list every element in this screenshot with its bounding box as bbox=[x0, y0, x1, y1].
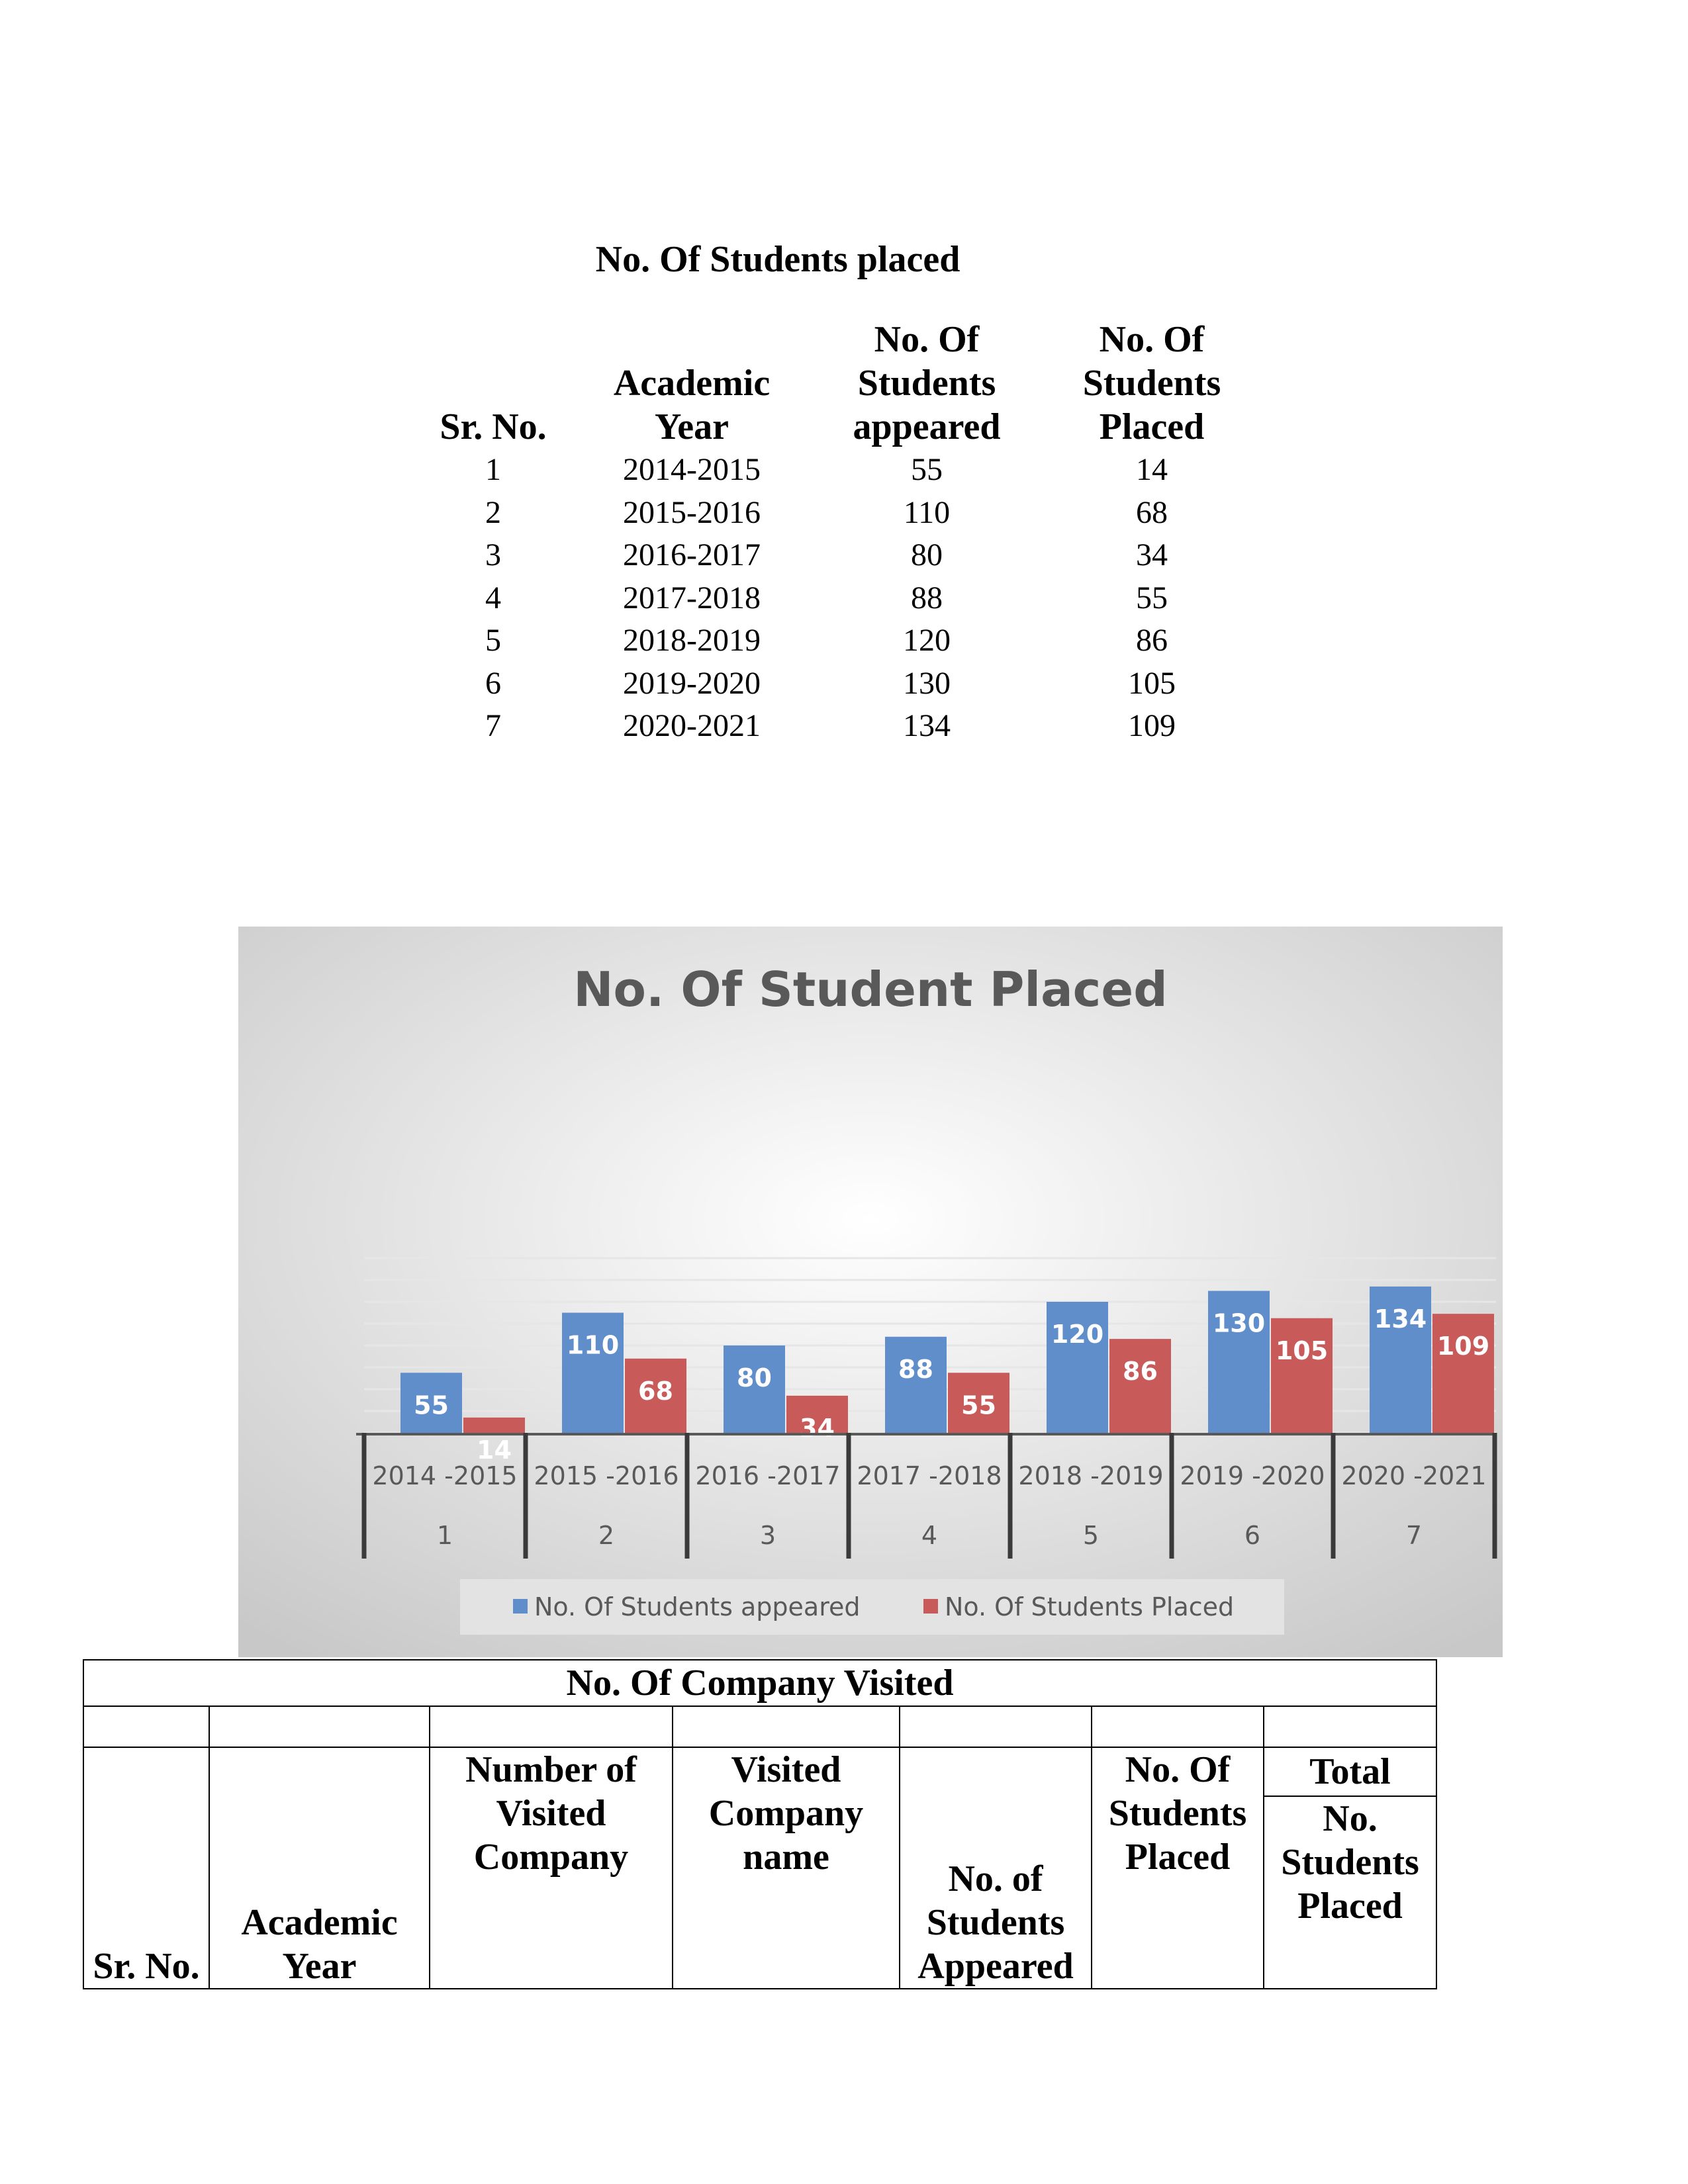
cell-students-appeared: 55 bbox=[911, 452, 943, 487]
company-table-blank-row bbox=[83, 1706, 1436, 1747]
cell-students-placed: 105 bbox=[1128, 665, 1176, 701]
placement-table-row bbox=[410, 619, 1258, 662]
placement-chart bbox=[238, 927, 1503, 1657]
placement-table-row bbox=[410, 705, 1258, 748]
placement-table bbox=[410, 318, 1258, 748]
company-header-sr-no bbox=[83, 1747, 209, 1989]
blank-cell bbox=[1092, 1706, 1264, 1747]
cell-sr-no: 4 bbox=[485, 580, 501, 615]
data-label-appeared: 55 bbox=[414, 1390, 449, 1420]
cell-academic-year: 2016-2017 bbox=[623, 537, 761, 572]
cell-academic-year: 2014-2015 bbox=[623, 452, 761, 487]
cell-academic-year: 2019-2020 bbox=[623, 665, 761, 701]
company-header-total-label: Total bbox=[1264, 1748, 1436, 1797]
cell-academic-year: 2015-2016 bbox=[623, 494, 761, 530]
legend-label: No. Of Students appeared bbox=[534, 1592, 861, 1621]
placement-table-row bbox=[410, 449, 1258, 492]
data-label-appeared: 134 bbox=[1374, 1304, 1427, 1334]
data-label-placed: 68 bbox=[638, 1376, 673, 1406]
blank-cell bbox=[430, 1706, 673, 1747]
placement-table-row bbox=[410, 662, 1258, 705]
company-header-total-sub: No. Students Placed bbox=[1281, 1798, 1419, 1927]
placement-table-row bbox=[410, 492, 1258, 535]
cell-students-appeared: 88 bbox=[911, 580, 943, 615]
company-table-title: No. Of Company Visited bbox=[83, 1660, 1436, 1706]
cell-students-placed: 109 bbox=[1128, 708, 1176, 743]
x-tick-label-year: 2019 -2020 bbox=[1180, 1461, 1325, 1490]
company-table bbox=[83, 1659, 1437, 1989]
cell-students-appeared: 110 bbox=[903, 494, 951, 530]
legend-swatch bbox=[923, 1599, 938, 1614]
header-academic-year: Academic Year bbox=[613, 363, 771, 447]
data-label-appeared: 130 bbox=[1212, 1308, 1266, 1338]
bar-placed bbox=[1271, 1318, 1333, 1433]
cell-students-appeared: 80 bbox=[911, 537, 943, 572]
cell-students-placed: 68 bbox=[1136, 494, 1168, 530]
cell-students-appeared: 120 bbox=[903, 623, 951, 658]
x-tick-label-index: 3 bbox=[759, 1521, 776, 1550]
company-header-academic-year-text: Academic Year bbox=[241, 1902, 398, 1987]
cell-students-appeared: 134 bbox=[903, 708, 951, 743]
data-label-appeared: 120 bbox=[1051, 1320, 1104, 1349]
data-label-placed: 109 bbox=[1436, 1332, 1490, 1361]
data-label-appeared: 88 bbox=[898, 1354, 933, 1384]
data-label-placed: 14 bbox=[477, 1435, 512, 1465]
company-header-number-visited: Number of Visited Company bbox=[430, 1747, 673, 1989]
x-tick-label-index: 1 bbox=[436, 1521, 453, 1550]
x-tick-label-year: 2020 -2021 bbox=[1341, 1461, 1487, 1490]
legend-swatch bbox=[513, 1599, 528, 1614]
chart-legend bbox=[460, 1579, 1284, 1635]
data-label-placed: 86 bbox=[1123, 1357, 1158, 1387]
cell-students-placed: 34 bbox=[1136, 537, 1168, 572]
x-tick-label-year: 2018 -2019 bbox=[1018, 1461, 1164, 1490]
cell-sr-no: 5 bbox=[485, 623, 501, 658]
blank-cell bbox=[673, 1706, 900, 1747]
blank-cell bbox=[900, 1706, 1092, 1747]
cell-academic-year: 2018-2019 bbox=[623, 623, 761, 658]
blank-cell bbox=[83, 1706, 209, 1747]
company-header-sr-no-text: Sr. No. bbox=[93, 1946, 200, 1987]
x-tick-label-index: 6 bbox=[1244, 1521, 1261, 1550]
cell-academic-year: 2017-2018 bbox=[623, 580, 761, 615]
data-label-placed: 105 bbox=[1275, 1336, 1329, 1365]
cell-sr-no: 3 bbox=[485, 537, 501, 572]
legend-label: No. Of Students Placed bbox=[945, 1592, 1235, 1621]
cell-sr-no: 6 bbox=[485, 665, 501, 701]
x-tick-label-index: 5 bbox=[1082, 1521, 1100, 1550]
placement-table-body bbox=[410, 449, 1258, 748]
data-label-placed: 55 bbox=[961, 1390, 996, 1420]
x-tick-label-year: 2016 -2017 bbox=[695, 1461, 841, 1490]
placement-table-header-row bbox=[410, 318, 1258, 449]
x-tick-label-year: 2015 -2016 bbox=[534, 1461, 679, 1490]
placement-table-row bbox=[410, 534, 1258, 577]
data-label-appeared: 80 bbox=[737, 1363, 772, 1392]
cell-academic-year: 2020-2021 bbox=[623, 708, 761, 743]
company-header-students-appeared: No. of Students Appeared bbox=[900, 1747, 1092, 1989]
chart-svg bbox=[238, 927, 1503, 1657]
cell-students-placed: 14 bbox=[1136, 452, 1168, 487]
chart-title: No. Of Student Placed bbox=[573, 962, 1168, 1017]
bar-placed bbox=[463, 1418, 525, 1433]
x-tick-label-index: 4 bbox=[921, 1521, 938, 1550]
placement-table-title: No. Of Students placed bbox=[595, 239, 961, 280]
header-students-placed: No. Of Students Placed bbox=[1082, 319, 1221, 447]
header-sr-no: Sr. No. bbox=[440, 406, 547, 447]
company-header-visited-name: Visited Company name bbox=[673, 1747, 900, 1989]
bar-appeared bbox=[885, 1337, 947, 1433]
chart-background bbox=[238, 927, 1503, 1657]
blank-cell bbox=[209, 1706, 430, 1747]
company-header-total bbox=[1264, 1747, 1436, 1989]
cell-sr-no: 2 bbox=[485, 494, 501, 530]
cell-students-placed: 55 bbox=[1136, 580, 1168, 615]
cell-students-appeared: 130 bbox=[903, 665, 951, 701]
data-label-appeared: 110 bbox=[566, 1330, 620, 1360]
data-label-placed: 34 bbox=[800, 1413, 835, 1443]
x-tick-label-year: 2014 -2015 bbox=[372, 1461, 518, 1490]
x-tick-label-year: 2017 -2018 bbox=[857, 1461, 1002, 1490]
company-header-academic-year bbox=[209, 1747, 430, 1989]
cell-sr-no: 1 bbox=[485, 452, 501, 487]
header-students-appeared: No. Of Students appeared bbox=[853, 319, 1001, 447]
cell-students-placed: 86 bbox=[1136, 623, 1168, 658]
x-tick-label-index: 7 bbox=[1405, 1521, 1423, 1550]
company-header-students-placed: No. Of Students Placed bbox=[1092, 1747, 1264, 1989]
cell-sr-no: 7 bbox=[485, 708, 501, 743]
company-table-header-row bbox=[83, 1747, 1436, 1989]
x-tick-label-index: 2 bbox=[598, 1521, 615, 1550]
placement-table-row bbox=[410, 577, 1258, 620]
blank-cell bbox=[1264, 1706, 1436, 1747]
